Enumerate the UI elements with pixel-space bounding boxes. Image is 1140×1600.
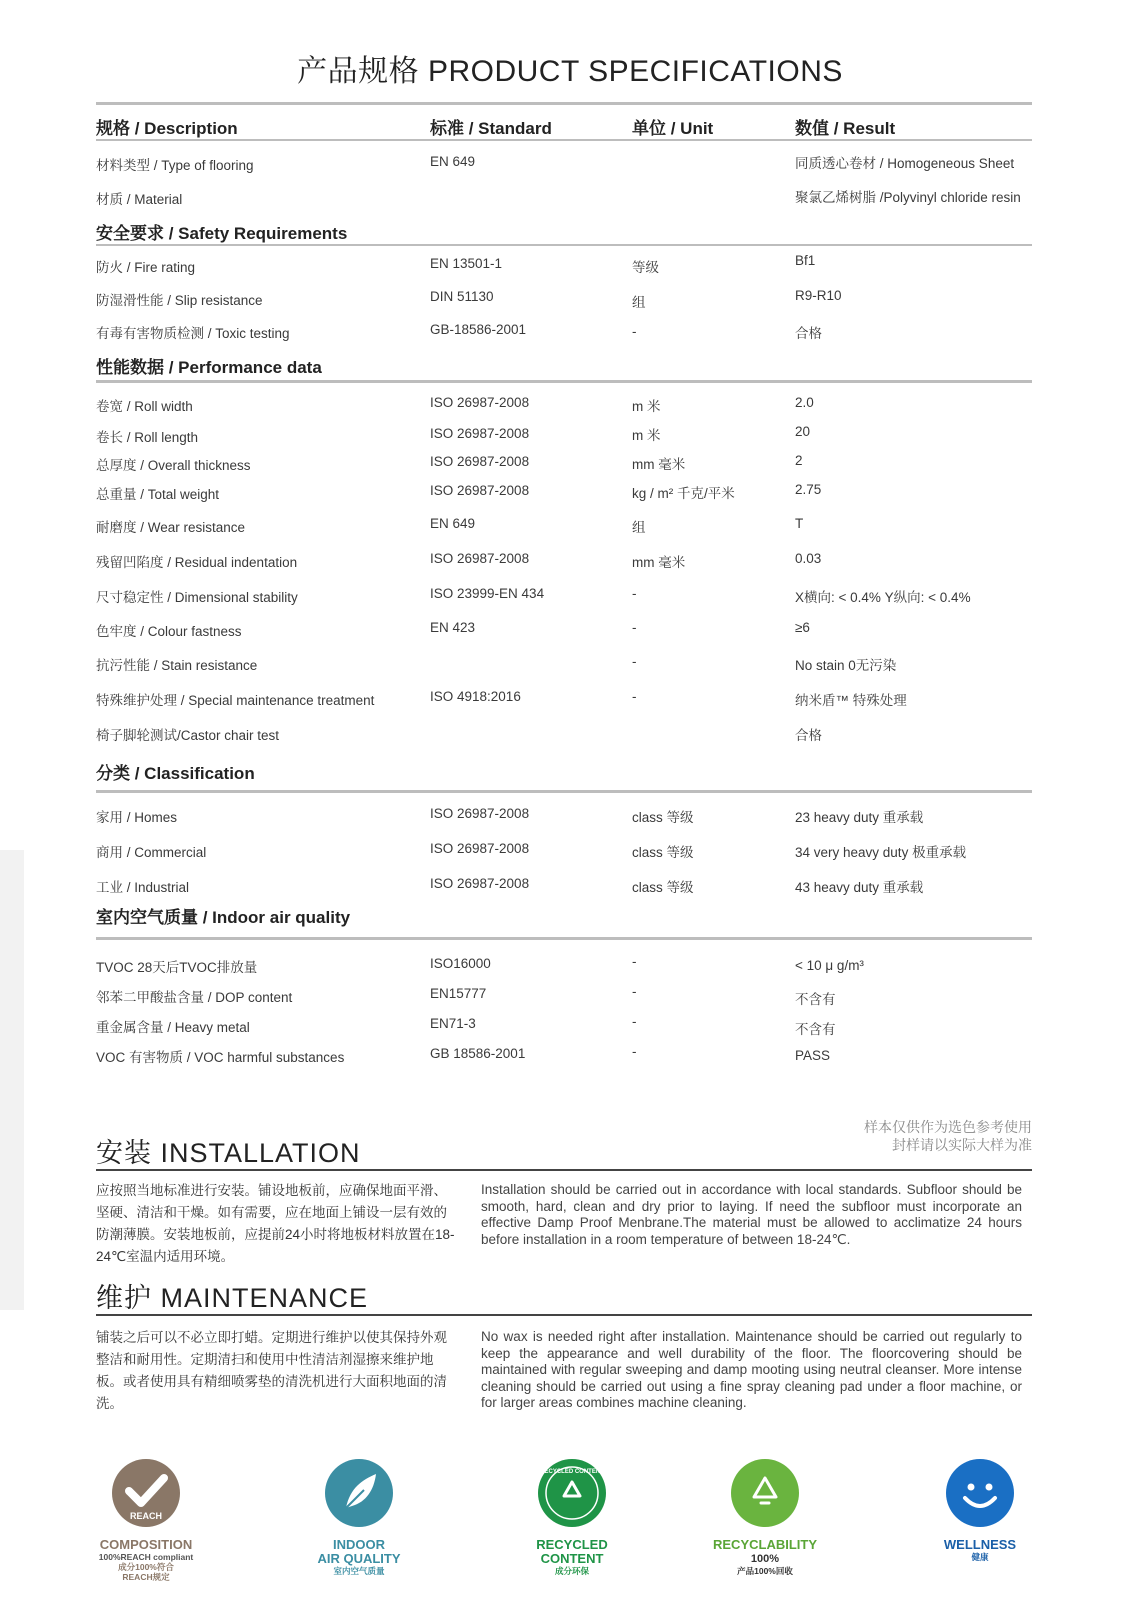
table-cell: ISO16000 (430, 956, 491, 971)
recycled-icon-label: RECYCLED CONTENT (540, 1469, 604, 1475)
table-cell: No stain 0无污染 (795, 658, 897, 673)
table-cell: 34 very heavy duty 极重承载 (795, 845, 967, 860)
table-cell: class 等级 (632, 810, 694, 825)
table-cell: 合格 (795, 728, 822, 743)
badge-title: CONTENT (540, 1551, 604, 1566)
badge-composition (46, 1458, 246, 1582)
table-cell: Bf1 (795, 253, 816, 268)
table-cell: 2.75 (795, 482, 822, 497)
table-cell: mm 毫米 (632, 555, 686, 570)
badge-title: COMPOSITION (99, 1537, 193, 1552)
table-cell: m 米 (632, 428, 661, 443)
table-cell: EN 649 (430, 516, 476, 531)
badge-subtitle: 成分100%符合 (118, 1562, 174, 1572)
header-unit: 单位 / Unit (632, 119, 714, 138)
table-cell: < 10 μ g/m³ (795, 958, 864, 973)
table-cell: 43 heavy duty 重承载 (795, 880, 924, 895)
table-cell: GB-18586-2001 (430, 322, 527, 337)
table-cell: 重金属含量 / Heavy metal (96, 1020, 250, 1035)
table-cell: 纳米盾™ 特殊处理 (795, 693, 907, 708)
table-cell: 家用 / Homes (96, 810, 178, 825)
table-cell: 色牢度 / Colour fastness (96, 624, 242, 639)
installation-text-en: Installation should be carried out in accordance with local standards. Subfloor should be smooth, hard, clean and dry prior to laying. If need the subfloor must incorporate an effective Damp Proof Menbrane.The material must be allowed to acclimatize 24 hours before installation in a room temperature of between 18-24℃. (481, 1182, 1022, 1247)
table-cell: 合格 (795, 326, 822, 341)
table-cell: T (795, 516, 804, 531)
divider (96, 102, 1032, 105)
table-cell: ISO 26987-2008 (430, 395, 530, 410)
sample-note-line: 封样请以实际大样为准 (892, 1137, 1032, 1153)
table-cell: ISO 26987-2008 (430, 841, 530, 856)
table-cell: - (632, 1014, 637, 1029)
table-cell: kg / m² 千克/平米 (632, 486, 735, 501)
badge-title: RECYCLED (536, 1537, 608, 1552)
section-heading: 安全要求 / Safety Requirements (96, 224, 348, 243)
badge-subtitle: 100%REACH compliant (98, 1552, 194, 1562)
section-heading: 性能数据 / Performance data (96, 358, 322, 377)
table-cell: ISO 23999-EN 434 (430, 586, 545, 601)
table-cell: mm 毫米 (632, 457, 686, 472)
table-cell: 不含有 (795, 1022, 836, 1037)
table-cell: 耐磨度 / Wear resistance (96, 520, 246, 535)
table-cell: - (632, 324, 637, 339)
divider (96, 244, 1032, 246)
table-cell: 卷长 / Roll length (96, 430, 199, 445)
table-cell: - (632, 689, 637, 704)
divider (96, 139, 1032, 141)
table-cell: 材料类型 / Type of flooring (96, 158, 254, 173)
table-cell: 特殊维护处理 / Special maintenance treatment (96, 693, 375, 708)
sample-note (864, 1118, 1032, 1154)
table-cell: 材质 / Material (96, 192, 183, 207)
side-strip (0, 850, 24, 1310)
table-cell: 总厚度 / Overall thickness (96, 458, 251, 473)
badge-recycled-content (472, 1458, 672, 1576)
table-cell: 卷宽 / Roll width (96, 399, 193, 414)
badge-subtitle: REACH规定 (122, 1572, 170, 1582)
table-cell: 有毒有害物质检测 / Toxic testing (96, 326, 290, 341)
leaf-icon (324, 1458, 394, 1528)
table-cell: EN 649 (430, 154, 476, 169)
table-cell: 邻苯二甲酸盐含量 / DOP content (96, 990, 293, 1005)
table-cell: EN 13501-1 (430, 256, 503, 271)
table-cell: 工业 / Industrial (96, 880, 190, 895)
table-cell: ISO 26987-2008 (430, 551, 530, 566)
badge-subtitle: 产品100%回收 (737, 1566, 793, 1576)
table-cell: 商用 / Commercial (96, 845, 207, 860)
divider (96, 1314, 1032, 1316)
table-cell: - (632, 984, 637, 999)
badge-title: AIR QUALITY (317, 1551, 401, 1566)
table-cell: EN 423 (430, 620, 476, 635)
table-cell: 椅子脚轮测试/Castor chair test (96, 728, 280, 743)
badge-title: INDOOR (333, 1537, 385, 1552)
table-cell: ISO 26987-2008 (430, 426, 530, 441)
table-cell: X横向: < 0.4% Y纵向: < 0.4% (795, 590, 971, 605)
smiley-icon (945, 1458, 1015, 1528)
table-cell: ISO 26987-2008 (430, 806, 530, 821)
table-cell: 尺寸稳定性 / Dimensional stability (96, 590, 298, 605)
maintenance-text-cn: 铺装之后可以不必立即打蜡。定期进行维护以使其保持外观整洁和耐用性。定期清扫和使用中性清洁剂湿擦来维护地板。或者使用具有精细喷雾垫的清洗机进行大面积地面的清洗。 (96, 1330, 447, 1411)
badge-title: 100% (750, 1553, 780, 1565)
header-description: 规格 / Description (96, 119, 238, 138)
sample-note-line: 样本仅供作为选色参考使用 (864, 1119, 1032, 1135)
divider (96, 790, 1032, 793)
header-result: 数值 / Result (795, 119, 896, 138)
table-cell: 2.0 (795, 395, 814, 410)
table-cell: 防火 / Fire rating (96, 260, 196, 275)
badge-title: WELLNESS (943, 1537, 1017, 1552)
table-cell: 不含有 (795, 992, 836, 1007)
table-cell: 20 (795, 424, 811, 439)
divider (96, 380, 1032, 383)
section-heading: 分类 / Classification (96, 764, 255, 783)
table-cell: 2 (795, 453, 803, 468)
table-cell: 同质透心卷材 / Homogeneous Sheet (795, 156, 1015, 171)
table-cell: 防湿滑性能 / Slip resistance (96, 293, 263, 308)
table-cell: ISO 4918:2016 (430, 689, 521, 704)
table-cell: m 米 (632, 399, 661, 414)
table-cell: 等级 (632, 260, 659, 275)
table-cell: R9-R10 (795, 288, 842, 303)
reach-label: REACH (129, 1511, 163, 1521)
installation-heading: 安装 INSTALLATION (96, 1138, 361, 1168)
table-cell: 抗污性能 / Stain resistance (96, 658, 258, 673)
table-cell: PASS (795, 1048, 831, 1063)
table-cell: EN15777 (430, 986, 487, 1001)
divider (96, 937, 1032, 940)
table-cell: EN71-3 (430, 1016, 476, 1031)
maintenance-heading: 维护 MAINTENANCE (96, 1283, 369, 1313)
page-title: 产品规格 PRODUCT SPECIFICATIONS (297, 55, 843, 88)
badge-recyclability (665, 1458, 865, 1576)
table-cell: VOC 有害物质 / VOC harmful substances (96, 1050, 345, 1065)
table-cell: - (632, 586, 637, 601)
table-cell: DIN 51130 (430, 289, 494, 304)
table-cell: - (632, 954, 637, 969)
table-cell: - (632, 620, 637, 635)
table-cell: ISO 26987-2008 (430, 454, 530, 469)
badge-subtitle: 成分环保 (554, 1566, 589, 1576)
table-cell: - (632, 1044, 637, 1059)
table-cell: GB 18586-2001 (430, 1046, 526, 1061)
section-heading: 室内空气质量 / Indoor air quality (96, 908, 351, 927)
table-cell: 0.03 (795, 551, 822, 566)
table-cell: ISO 26987-2008 (430, 876, 530, 891)
badge-subtitle: 健康 (971, 1552, 989, 1562)
table-cell: 总重量 / Total weight (96, 487, 220, 502)
badge-title: RECYCLABILITY (713, 1537, 817, 1552)
recycle-icon (730, 1458, 800, 1528)
table-cell: 组 (632, 520, 646, 535)
table-cell: ISO 26987-2008 (430, 483, 530, 498)
badge-subtitle: 室内空气质量 (333, 1566, 385, 1576)
reach-check-icon (111, 1458, 181, 1528)
table-cell: 组 (632, 295, 646, 310)
table-cell: 23 heavy duty 重承载 (795, 810, 924, 825)
table-cell: ≥6 (795, 620, 810, 635)
table-cell: class 等级 (632, 880, 694, 895)
table-cell: class 等级 (632, 845, 694, 860)
table-cell: TVOC 28天后TVOC排放量 (96, 960, 258, 975)
badge-indoor-air (259, 1458, 459, 1576)
table-cell: - (632, 654, 637, 669)
maintenance-text-en: No wax is needed right after installation. Maintenance should be carried out regularly to keep the appearance and well durability of the floor. The floorcovering should be maintained with regular sweeping and damp mooting using neutral cleanser. More intense cleaning should be carried out using a fine spray cleaning pad under a floor machine, or for larger areas combines machine cleaning. (481, 1329, 1022, 1410)
table-cell: 聚氯乙烯树脂 /Polyvinyl chloride resin (795, 190, 1021, 205)
installation-text-cn: 应按照当地标准进行安装。铺设地板前，应确保地面平滑、坚硬、清洁和干燥。如有需要，应在地面上铺设一层有效的防潮薄膜。安装地板前，应提前24小时将地板材料放置在18-24℃室温内适用环境。 (96, 1183, 455, 1264)
recycled-content-icon (537, 1458, 607, 1528)
badge-wellness (880, 1458, 1080, 1562)
table-cell: 残留凹陷度 / Residual indentation (96, 555, 298, 570)
divider (96, 1169, 1032, 1171)
header-standard: 标准 / Standard (430, 119, 552, 138)
